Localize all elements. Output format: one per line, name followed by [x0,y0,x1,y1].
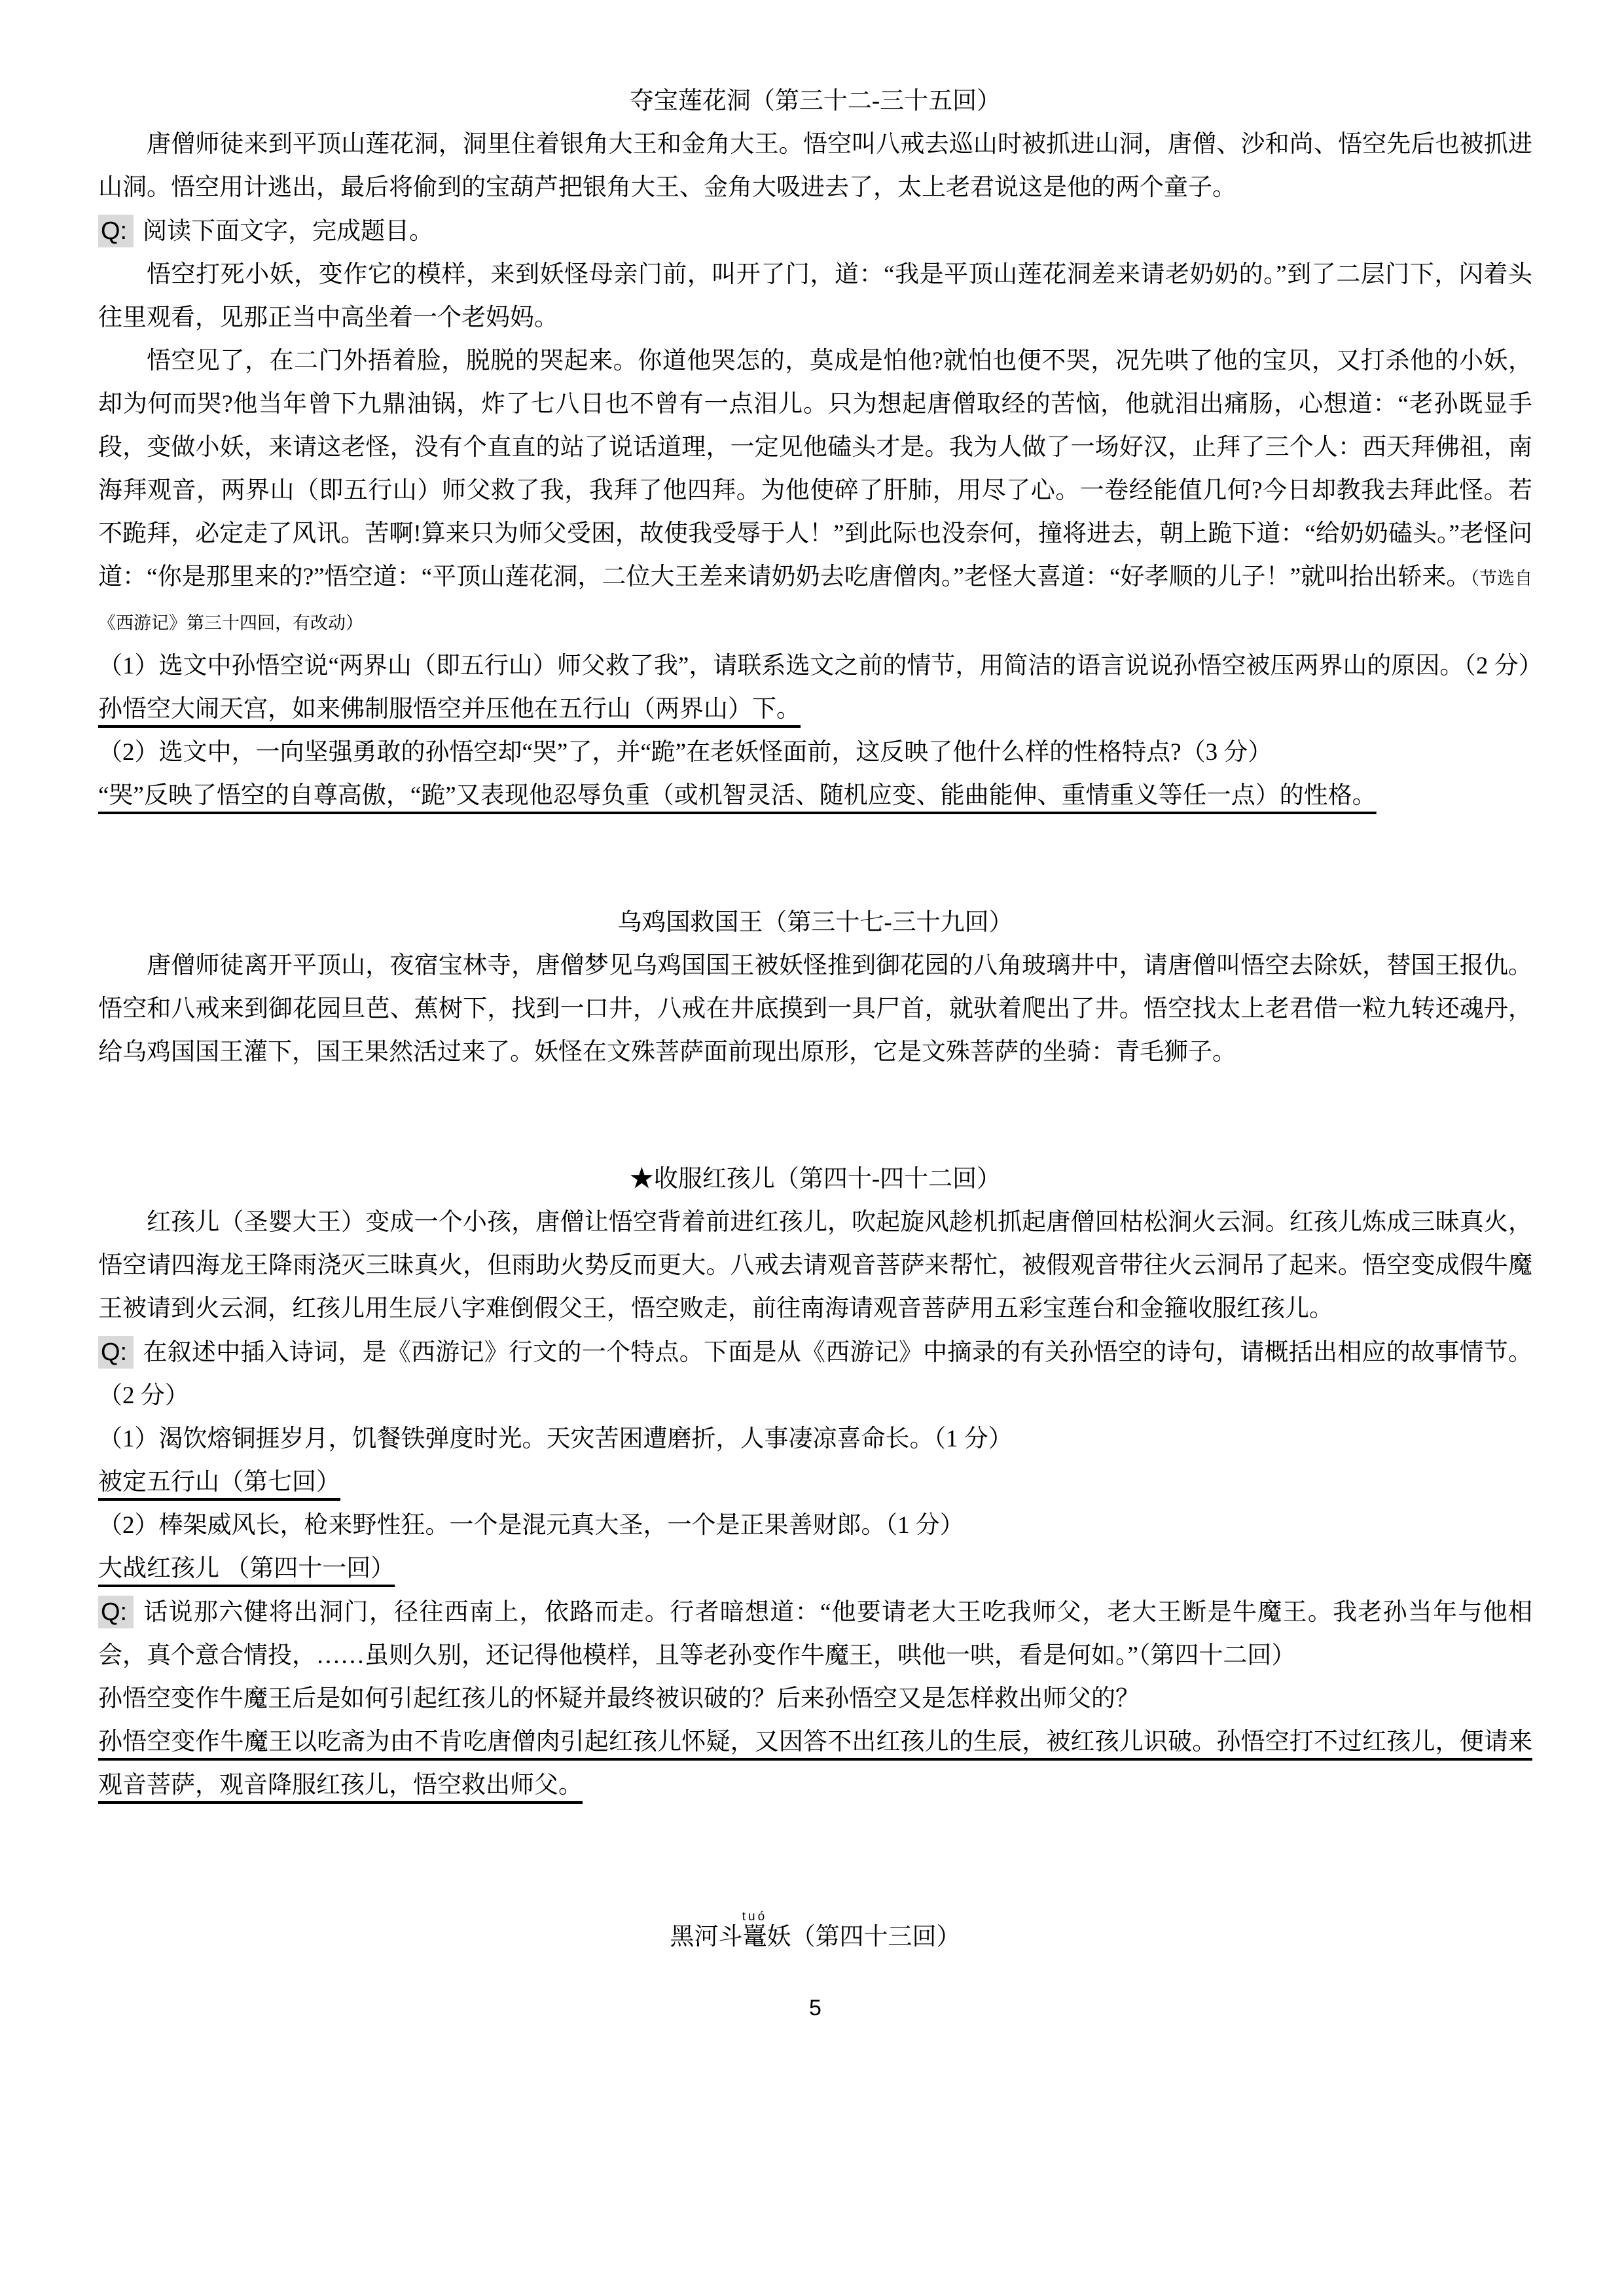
section3-question-2 [98,1590,1532,1677]
section1-intro: 唐僧师徒来到平顶山莲花洞，洞里住着银角大王和金角大王。悟空叫八戒去巡山时被抓进山洞，唐僧、沙和尚、悟空先后也被抓进山洞。悟空用计逃出，最后将偷到的宝葫芦把银角大王、金角大吸进去了，太上老君说这是他的两个童子。 [98,131,1532,201]
section3-question-1 [98,1331,1532,1418]
section3-question-2-sub: 孙悟空变作牛魔王后是如何引起红孩儿的怀疑并最终被识破的？后来孙悟空又是怎样救出师父的？ [98,1685,1140,1712]
section1-title: 夺宝莲花洞（第三十二-三十五回） [629,88,1001,115]
section1-passage-p1: 悟空打死小妖，变作它的模样，来到妖怪母亲门前，叫开了门，道：“我是平顶山莲花洞差来请老奶奶的。”到了二层门下，闪着头往里观看，见那正当中高坐着一个老妈妈。 [98,261,1532,331]
q-badge: Q: [98,1336,134,1369]
answer-text: 孙悟空变作牛魔王以吃斋为由不肯吃唐僧肉引起红孩儿怀疑，又因答不出红孩儿的生辰，被红孩儿识破。孙悟空打不过红孩儿，便请来观音菩萨，观音降服红孩儿，悟空救出师父。 [98,1729,1532,1799]
section1-subquestion-2: （2）选文中，一向坚强勇敢的孙悟空却“哭”了，并“跪”在老妖怪面前，这反映了他什么样的性格特点?（3 分） [98,739,1272,766]
passage-text: 悟空见了，在二门外捂着脸，脱脱的哭起来。你道他哭怎的，莫成是怕他?就怕也便不哭，况先哄了他的宝贝，又打杀他的小妖，却为何而哭?他当年曾下九鼎油锅，炸了七八日也不曾有一点泪儿。只为想起唐僧取经的苦恼，他就泪出痛肠，心想道：“老孙既显手段，变做小妖，来请这老怪，没有个直直的站了说话道理，一定见他磕头才是。我为人做了一场好汉，止拜了三个人：西天拜佛祖，南海拜观音，两界山（即五行山）师父救了我，我拜了他四拜。为他使碎了肝肺，用尽了心。一卷经能值几何?今日却教我去拜此怪。若不跪拜，必定走了风讯。苦啊!算来只为师父受困，故使我受辱于人！”到此际也没奈何，撞将进去，朝上跪下道：“给奶奶磕头。”老怪问道：“你是那里来的?”悟空道：“平顶山莲花洞，二位大王差来请奶奶去吃唐僧肉。”老怪大喜道：“好孝顺的儿子！”就叫抬出轿来。 [98,348,1532,590]
question-text: 在叙述中插入诗词，是《西游记》行文的一个特点。下面是从《西游记》中摘录的有关孙悟空的诗句，请概括出相应的故事情节。（2 分） [98,1339,1532,1409]
section1-question-line [98,209,1532,253]
section3-question-2-answer [98,1721,1532,1807]
page-number: 5 [809,1996,821,2020]
section1-passage-p2 [98,340,1532,645]
section2-intro: 唐僧师徒离开平顶山，夜宿宝林寺，唐僧梦见乌鸡国国王被妖怪推到御花园的八角玻璃井中，请唐僧叫悟空去除妖，替国王报仇。悟空和八戒来到御花园旦芭、蕉树下，找到一口井，八戒在井底摸到一具尸首，就驮着爬出了井。悟空找太上老君借一粒九转还魂丹，给乌鸡国国王灌下，国王果然活过来了。妖怪在文殊菩萨面前现出原形，它是文殊菩萨的坐骑：青毛狮子。 [98,952,1532,1066]
q-badge: Q: [98,215,134,247]
title-part-pre: 黑河斗 [670,1924,743,1950]
ruby-pinyin: tuó [742,1910,768,1924]
question-text: 话说那六健将出洞门，径往西南上，依路而走。行者暗想道：“他要请老大王吃我师父，老大王断是牛魔王。我老孙当年与他相会，真个意合情投，……虽则久别，还记得他模样，且等老孙变作牛魔王，哄他一哄，看是何如。”（第四十二回） [98,1599,1532,1669]
ruby-base: 鼍 [742,1924,768,1950]
section3-title: ★收服红孩儿（第四十-四十二回） [629,1166,1001,1193]
section3-intro: 红孩儿（圣婴大王）变成一个小孩，唐僧让悟空背着前进红孩儿，吹起旋风趁机抓起唐僧回枯松涧火云洞。红孩儿炼成三昧真火，悟空请四海龙王降雨浇灭三昧真火，但雨助火势反而更大。八戒去请观音菩萨来帮忙，被假观音带往火云洞吊了起来。悟空变成假牛魔王被请到火云洞，红孩儿用生辰八字难倒假父王，悟空败走，前往南海请观音菩萨用五彩宝莲台和金箍收服红孩儿。 [98,1209,1532,1322]
section3-item-1: （1）渴饮熔铜捱岁月，饥餐铁弹度时光。天灾苦困遭磨折，人事凄凉喜命长。（1 分） [98,1426,1013,1452]
q-badge: Q: [98,1596,134,1628]
section3-item-2-answer [98,1547,1532,1590]
section2-title: 乌鸡国救国王（第三十七-三十九回） [617,909,1013,936]
answer-text: “哭”反映了悟空的自尊高傲，“跪”又表现他忍辱负重（或机智灵活、随机应变、能曲能伸、重情重义等任一点）的性格。 [98,782,1377,809]
title-part-post: 妖（第四十三回） [767,1924,961,1950]
answer-text: 大战红孩儿 （第四十一回） [98,1555,395,1582]
question-text: 阅读下面文字，完成题目。 [143,218,434,245]
answer-text: 被定五行山（第七回） [98,1469,340,1496]
section3-item-1-answer [98,1461,1532,1504]
subquestion-text: （1）选文中孙悟空说“两界山（即五行山）师父救了我”，请联系选文之前的情节，用简洁的语言说说孙悟空被压两界山的原因。（2 分） [98,653,1543,679]
section1-subquestion-2-answer [98,774,1532,817]
section4-title [98,1910,1532,1959]
passage-source-note: （节选自《西游记》第三十四回，有改动） [98,569,1533,633]
ruby-character [742,1910,768,1950]
section1-subquestion-1 [98,645,1543,731]
section3-item-2: （2）棒架威风长，枪来野性狂。一个是混元真大圣，一个是正果善财郎。（1 分） [98,1512,964,1539]
answer-text: 孙悟空大闹天宫，如来佛制服悟空并压他在五行山（两界山）下。 [98,696,801,723]
